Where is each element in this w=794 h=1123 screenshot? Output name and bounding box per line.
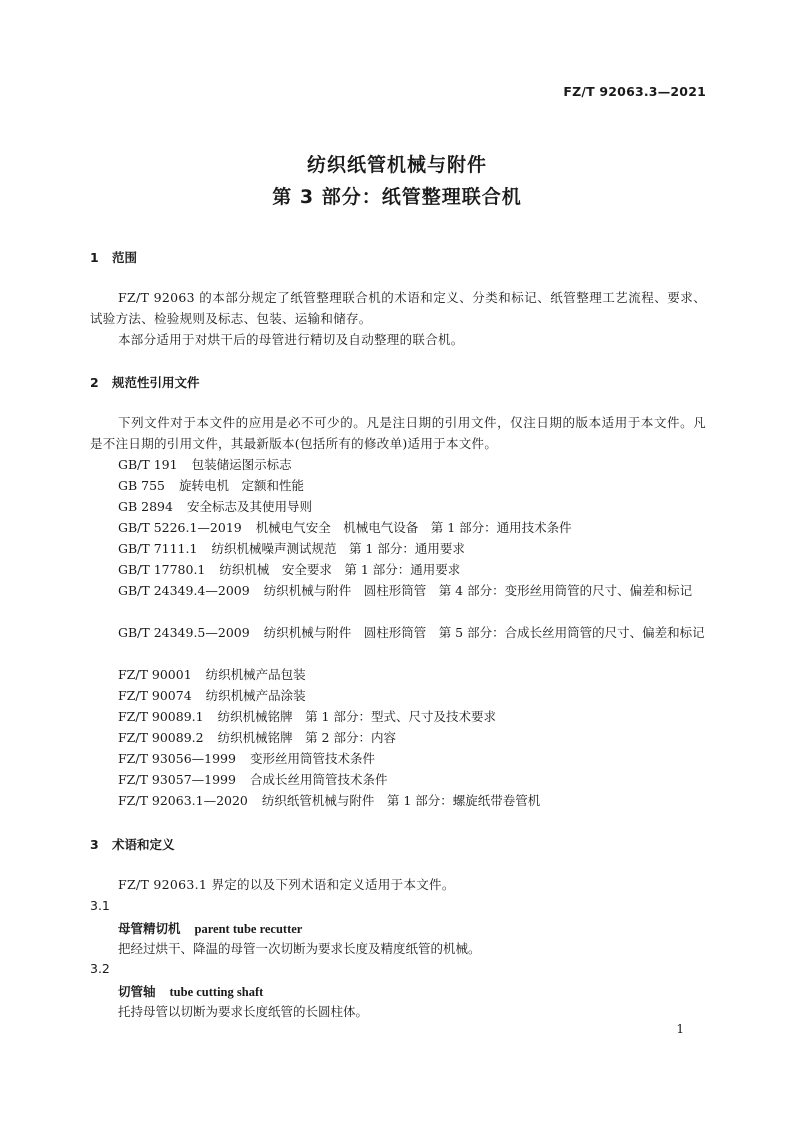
reference-title: 纺织机械产品包装 bbox=[205, 667, 306, 682]
reference-item bbox=[118, 790, 540, 811]
reference-item bbox=[118, 664, 306, 685]
term-definition: 托持母管以切断为要求长度纸管的长圆柱体。 bbox=[118, 1004, 369, 1019]
section-title: 术语和定义 bbox=[112, 837, 175, 852]
references-intro: 下列文件对于本文件的应用是必不可少的。凡是注日期的引用文件，仅注日期的版本适用于本文件。凡是不注日期的引用文件，其最新版本(包括所有的修改单)适用于本文件。 bbox=[90, 415, 706, 451]
reference-code: GB/T 24349.5—2009 bbox=[118, 625, 250, 640]
reference-item bbox=[118, 769, 387, 790]
reference-title: 纺织纸管机械与附件 第 1 部分：螺旋纸带卷管机 bbox=[261, 793, 541, 808]
reference-title: 纺织机械噪声测试规范 第 1 部分：通用要求 bbox=[211, 541, 465, 556]
reference-code: GB/T 191 bbox=[118, 457, 178, 472]
reference-title: 机械电气安全 机械电气设备 第 1 部分：通用技术条件 bbox=[255, 520, 572, 535]
section-heading-normative-references bbox=[90, 373, 200, 391]
reference-title: 纺织机械 安全要求 第 1 部分：通用要求 bbox=[219, 562, 461, 577]
reference-code: GB 2894 bbox=[118, 499, 173, 514]
term-zh: 切管轴 bbox=[118, 984, 156, 999]
document-title-line2: 第 3 部分：纸管整理联合机 bbox=[272, 186, 522, 208]
document-title-line1: 纺织纸管机械与附件 bbox=[306, 154, 487, 176]
reference-title: 纺织机械与附件 圆柱形筒管 第 5 部分：合成长丝用筒管的尺寸、偏差和标记 bbox=[263, 625, 705, 640]
reference-code: GB/T 7111.1 bbox=[118, 541, 198, 556]
term-zh: 母管精切机 bbox=[118, 921, 181, 936]
reference-code: FZ/T 93056—1999 bbox=[118, 751, 236, 766]
term-entry bbox=[118, 919, 302, 937]
reference-title: 变形丝用筒管技术条件 bbox=[249, 751, 375, 766]
section-number: 3 bbox=[90, 837, 99, 852]
reference-item bbox=[90, 580, 706, 601]
reference-item bbox=[118, 475, 304, 496]
reference-code: GB/T 5226.1—2019 bbox=[118, 520, 242, 535]
section-title: 范围 bbox=[112, 250, 138, 265]
term-definition: 把经过烘干、降温的母管一次切断为要求长度及精度纸管的机械。 bbox=[118, 941, 481, 956]
scope-paragraph-1: FZ/T 92063 的本部分规定了纸管整理联合机的术语和定义、分类和标记、纸管整理工艺流程、要求、试验方法、检验规则及标志、包装、运输和储存。 bbox=[90, 290, 706, 326]
section-heading-terms-definitions bbox=[90, 835, 175, 853]
reference-title: 纺织机械产品涂装 bbox=[205, 688, 306, 703]
reference-code: FZ/T 90074 bbox=[118, 688, 192, 703]
reference-item bbox=[118, 454, 292, 475]
reference-code: GB 755 bbox=[118, 478, 166, 493]
reference-title: 纺织机械铭牌 第 1 部分：型式、尺寸及技术要求 bbox=[217, 709, 496, 724]
term-entry bbox=[118, 982, 263, 1000]
reference-title: 纺织机械铭牌 第 2 部分：内容 bbox=[217, 730, 396, 745]
reference-item bbox=[118, 706, 496, 727]
terms-intro: FZ/T 92063.1 界定的以及下列术语和定义适用于本文件。 bbox=[118, 877, 455, 892]
reference-item bbox=[118, 748, 375, 769]
reference-code: FZ/T 90089.2 bbox=[118, 730, 204, 745]
reference-code: FZ/T 93057—1999 bbox=[118, 772, 236, 787]
scope-paragraph-2: 本部分适用于对烘干后的母管进行精切及自动整理的联合机。 bbox=[118, 332, 464, 347]
reference-title: 纺织机械与附件 圆柱形筒管 第 4 部分：变形丝用筒管的尺寸、偏差和标记 bbox=[263, 583, 693, 598]
reference-item bbox=[118, 538, 465, 559]
page-number: 1 bbox=[676, 1022, 684, 1036]
reference-code: GB/T 17780.1 bbox=[118, 562, 206, 577]
reference-item bbox=[118, 559, 460, 580]
reference-item bbox=[118, 727, 396, 748]
term-en: tube cutting shaft bbox=[169, 985, 264, 999]
section-title: 规范性引用文件 bbox=[112, 375, 200, 390]
reference-code: FZ/T 92063.1—2020 bbox=[118, 793, 248, 808]
reference-item bbox=[118, 685, 306, 706]
section-heading-scope bbox=[90, 248, 137, 266]
section-number: 1 bbox=[90, 250, 99, 265]
reference-code: FZ/T 90001 bbox=[118, 667, 192, 682]
reference-title: 合成长丝用筒管技术条件 bbox=[249, 772, 388, 787]
term-number: 3.1 bbox=[90, 898, 110, 913]
reference-code: FZ/T 90089.1 bbox=[118, 709, 204, 724]
reference-title: 旋转电机 定额和性能 bbox=[179, 478, 305, 493]
reference-item bbox=[90, 622, 706, 643]
reference-code: GB/T 24349.4—2009 bbox=[118, 583, 250, 598]
reference-item bbox=[118, 496, 312, 517]
standard-code: FZ/T 92063.3—2021 bbox=[563, 84, 706, 99]
reference-item bbox=[118, 517, 572, 538]
reference-title: 安全标志及其使用导则 bbox=[186, 499, 312, 514]
reference-title: 包装储运图示标志 bbox=[191, 457, 292, 472]
term-en: parent tube recutter bbox=[194, 922, 303, 936]
section-number: 2 bbox=[90, 375, 99, 390]
term-number: 3.2 bbox=[90, 961, 110, 976]
